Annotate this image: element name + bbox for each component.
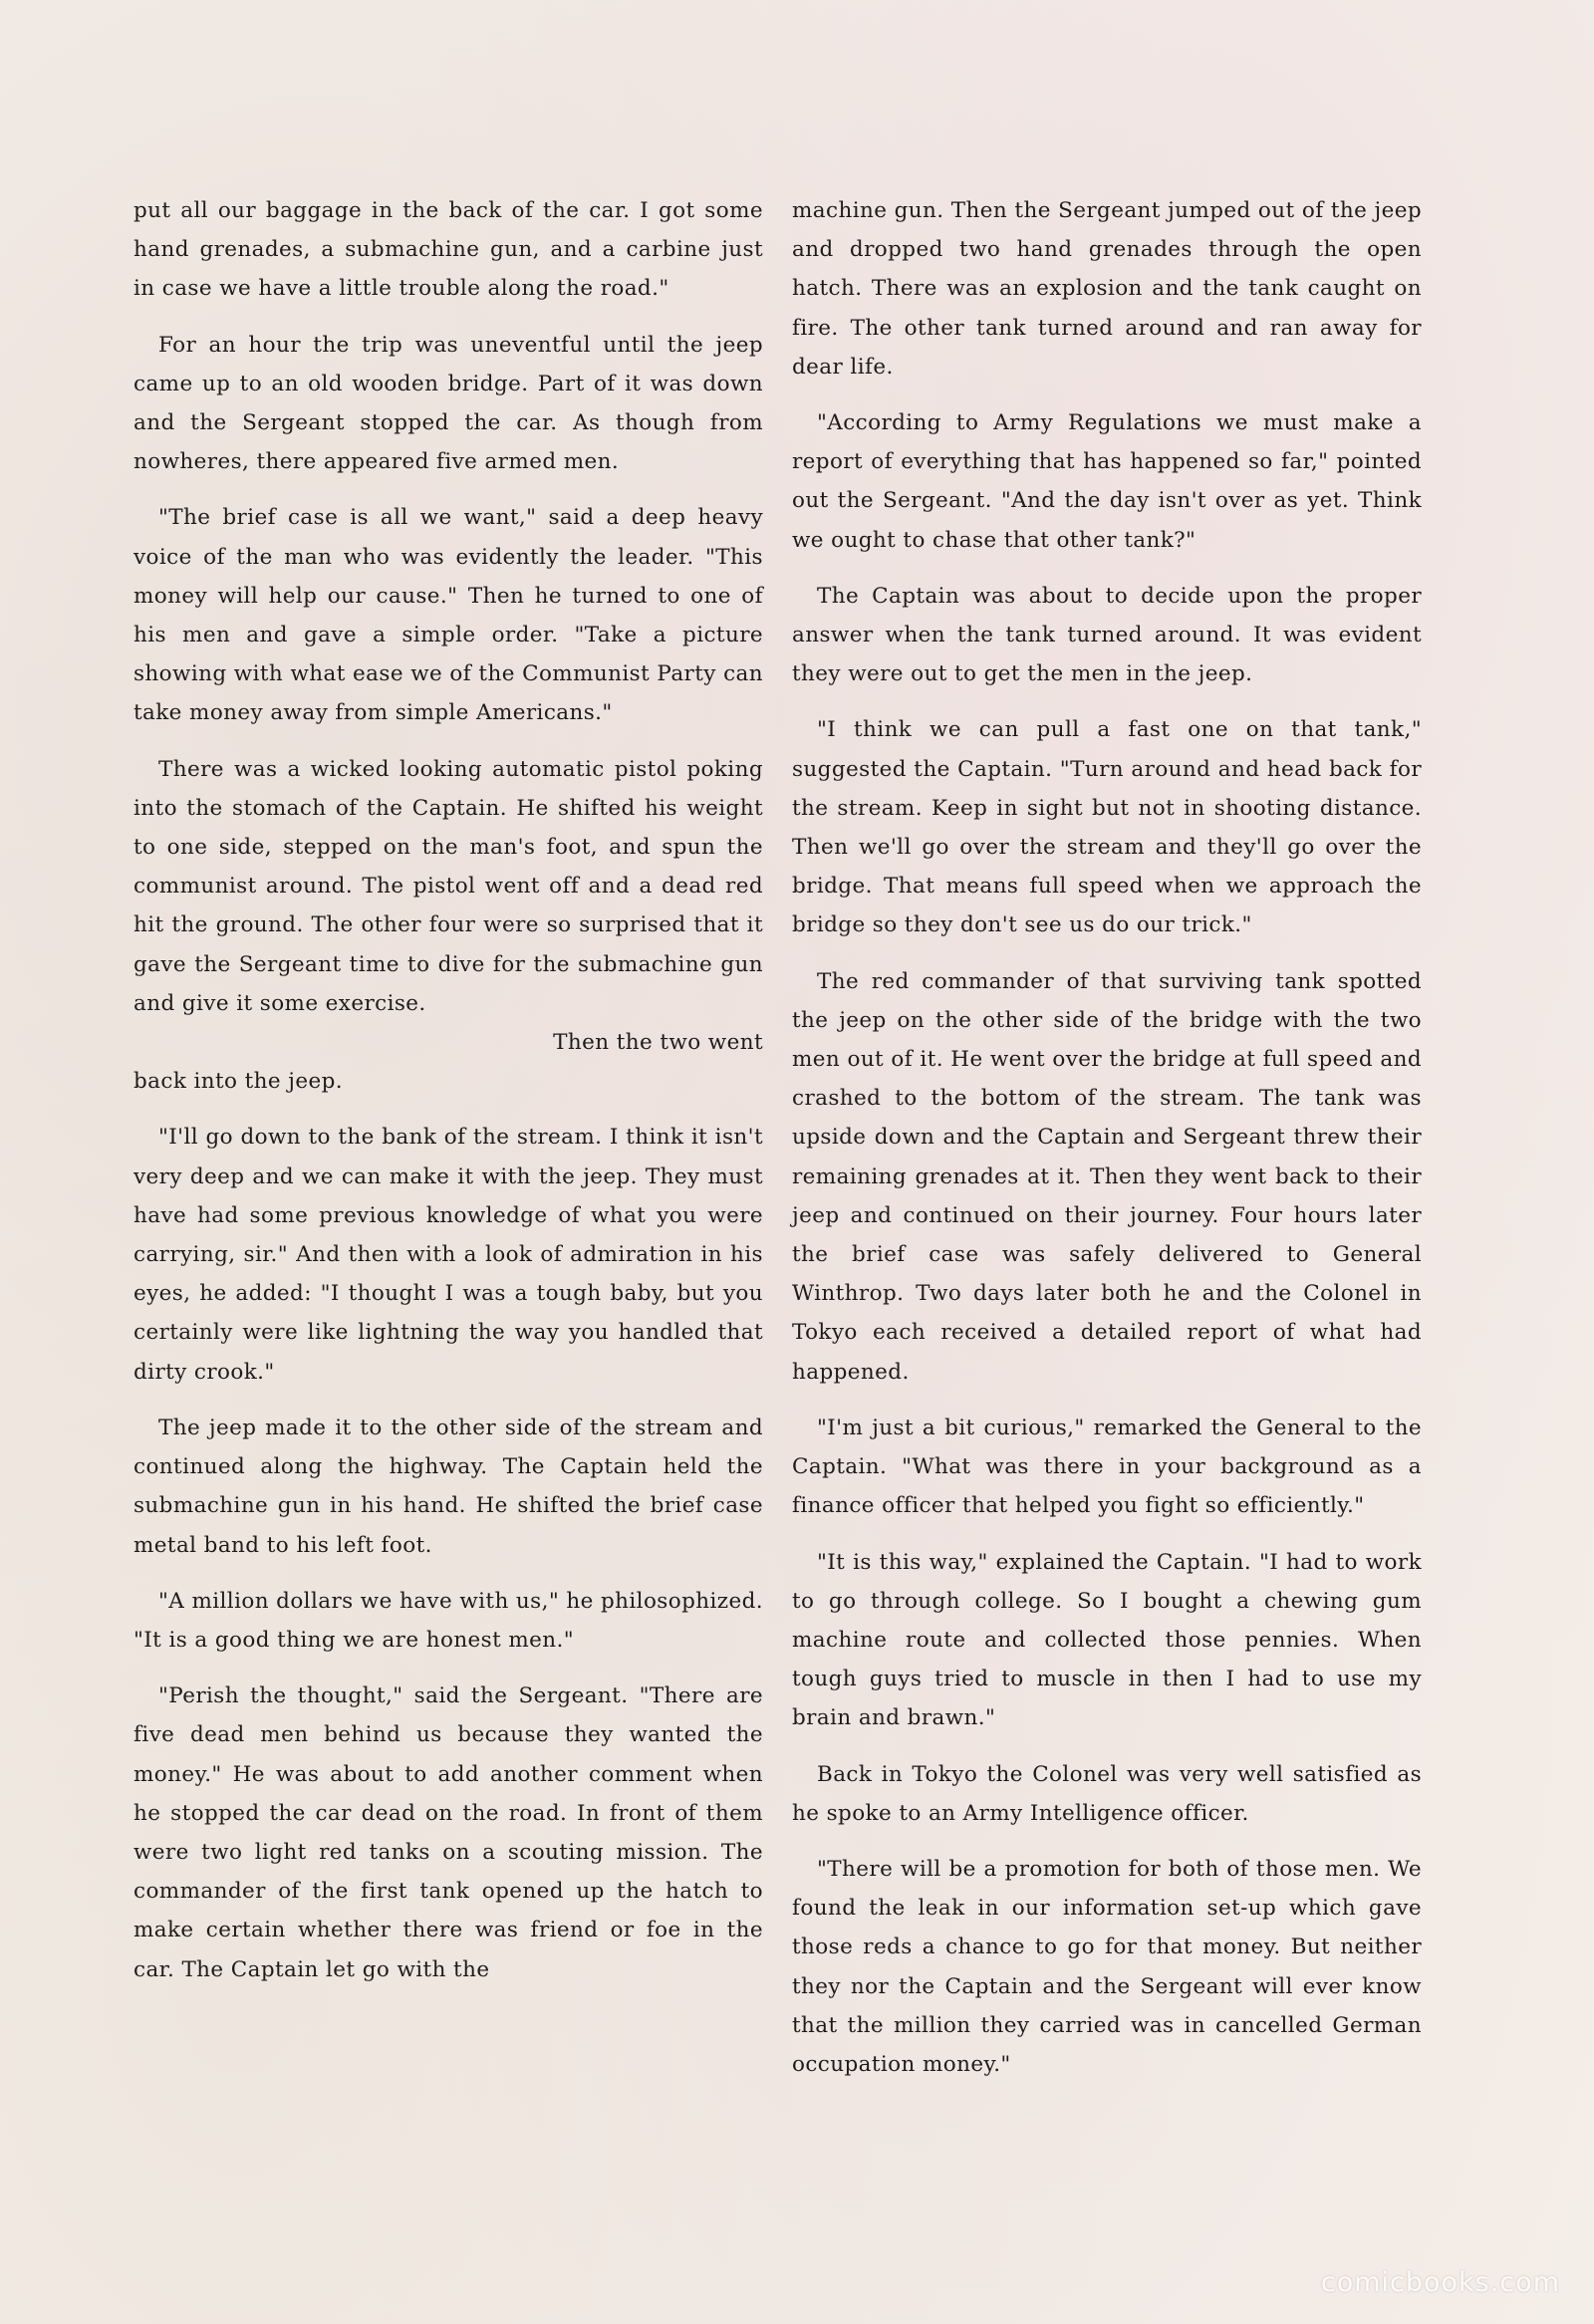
left-text-column xyxy=(133,191,763,2006)
paragraph: "The brief case is all we want," said a deep heavy voice of the man who was evidently the leader. "This money will help our cause." Then he turned to one of his men and gave a simple order. "Take a picture showing with what ease we of the Communist Party can take money away from simple Americans." xyxy=(133,505,763,726)
paragraph: "It is this way," explained the Captain. "I had to work to go through college. So I bought a chewing gum machine route and collected those pennies. When tough guys tried to muscle in then I had to use my brain and brawn." xyxy=(792,1549,1422,1731)
paragraph: machine gun. Then the Sergeant jumped out of the jeep and dropped two hand grenades through the open hatch. There was an explosion and the tank caught on fire. The other tank turned around and ran away for dear life. xyxy=(792,198,1422,380)
paragraph: "I think we can pull a fast one on that tank," suggested the Captain. "Turn around and head back for the stream. Keep in sight but not in shooting distance. Then we'll go over the stream and they'll go over the bridge. That means full speed when we approach the bridge so they don't see us do our trick." xyxy=(792,717,1422,938)
paragraph: "I'm just a bit curious," remarked the General to the Captain. "What was there in your background as a finance officer that helped you fight so efficiently." xyxy=(792,1415,1422,1519)
paragraph-fragment: Then the two went xyxy=(553,1030,763,1056)
paragraph: Back in Tokyo the Colonel was very well satisfied as he spoke to an Army Intelligence officer. xyxy=(792,1761,1422,1826)
paragraph: "I'll go down to the bank of the stream. I think it isn't very deep and we can make it with the jeep. They must have had some previous knowledge of what you were carrying, sir." And then with a look of admiration in his eyes, he added: "I thought I was a tough baby, but you certainly were like lightning the way you handled that dirty crook." xyxy=(133,1125,763,1385)
paragraph: The jeep made it to the other side of the stream and continued along the highway. The Captain held the submachine gun in his hand. He shifted the brief case metal band to his left foot. xyxy=(133,1415,763,1558)
paragraph: The Captain was about to decide upon the proper answer when the tank turned around. It was evident they were out to get the men in the jeep. xyxy=(792,583,1422,687)
paragraph: The red commander of that surviving tank spotted the jeep on the other side of the bridge with the two men out of it. He went over the bridge at full speed and crashed to the bottom of the stream. The tank was upside down and the Captain and Sergeant threw their remaining grenades at it. Then they went back to their jeep and continued on their journey. Four hours later the brief case was safely delivered to General Winthrop. Two days later both he and the Colonel in Tokyo each received a detailed report of what had happened. xyxy=(792,968,1422,1385)
right-text-column xyxy=(792,191,1422,2101)
paragraph: "There will be a promotion for both of those men. We found the leak in our information set-up which gave those reds a chance to go for that money. But neither they nor the Captain and the Sergeant will ever know that the million they carried was in cancelled German occupation money." xyxy=(792,1856,1422,2077)
paragraph: put all our baggage in the back of the car. I got some hand grenades, a submachine gun, and a carbine just in case we have a little trouble along the road." xyxy=(133,198,763,302)
paragraph: For an hour the trip was uneventful until the jeep came up to an old wooden bridge. Part of it was down and the Sergeant stopped the car. As though from nowheres, there appeared five armed men. xyxy=(133,332,763,475)
paragraph: There was a wicked looking automatic pistol poking into the stomach of the Captain. He shifted his weight to one side, stepped on the man's foot, and spun the communist around. The pistol went off and a dead red hit the ground. The other four were so surprised that it gave the Sergeant time to dive for the submachine gun and give it some exercise. xyxy=(133,756,763,1016)
site-watermark: comicbooks.com xyxy=(1320,2267,1560,2298)
paragraph: "According to Army Regulations we must make a report of everything that has happened so far," pointed out the Sergeant. "And the day isn't over as yet. Think we ought to chase that other tank?" xyxy=(792,410,1422,553)
paragraph-fragment: back into the jeep. xyxy=(133,1069,343,1095)
paragraph: "A million dollars we have with us," he philosophized. "It is a good thing we are honest men." xyxy=(133,1588,763,1653)
paragraph: "Perish the thought," said the Sergeant. "There are five dead men behind us because they wanted the money." He was about to add another comment when he stopped the car dead on the road. In front of them were two light red tanks on a scouting mission. The commander of the first tank opened up the hatch to make certain whether there was friend or foe in the car. The Captain let go with the xyxy=(133,1683,763,1982)
